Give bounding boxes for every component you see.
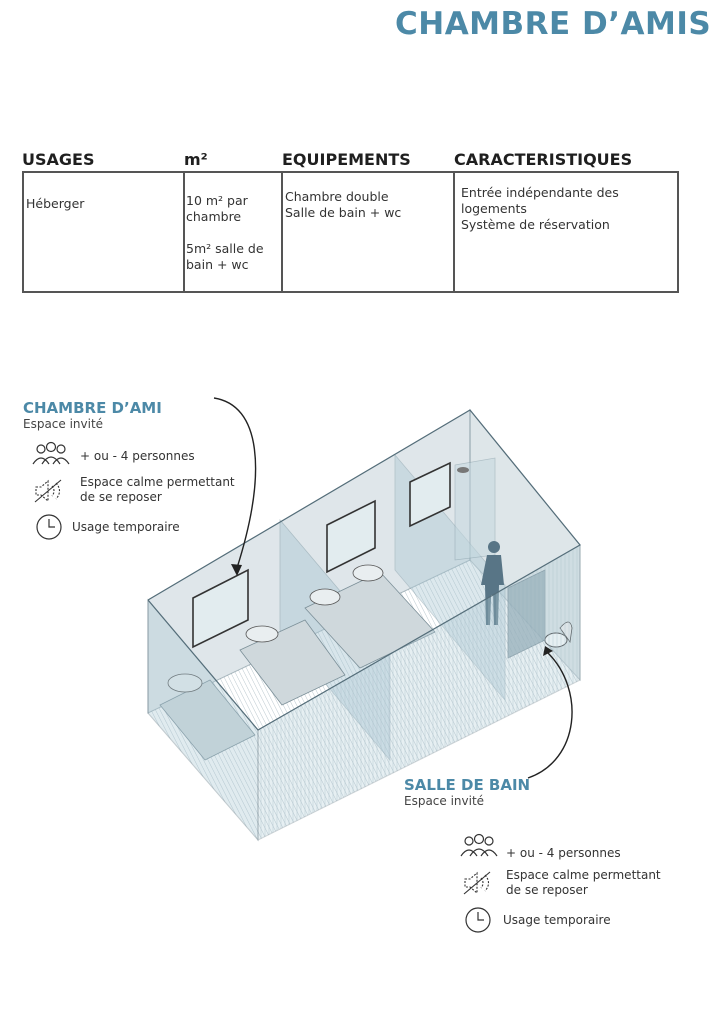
- people-icon: [458, 832, 500, 860]
- salle-feature-calm: Espace calme permettant de se reposer: [506, 868, 661, 897]
- chambre-feature-temporary: Usage temporaire: [72, 520, 180, 534]
- salle-feature-people: + ou - 4 personnes: [506, 846, 621, 860]
- header-usages: USAGES: [22, 150, 95, 169]
- people-icon: [30, 440, 72, 468]
- header-m2: m²: [184, 150, 208, 169]
- chambre-label: [23, 399, 162, 431]
- salle-title: SALLE DE BAIN: [404, 776, 531, 794]
- cell-caracteristiques: Entrée indépendante des logements Système de réservation: [461, 185, 619, 232]
- clock-icon: [35, 513, 63, 541]
- chambre-title: CHAMBRE D’AMI: [23, 399, 162, 417]
- salle-feature-temporary: Usage temporaire: [503, 913, 611, 927]
- page-title: CHAMBRE D’AMIS: [395, 6, 712, 42]
- shower-head: [457, 467, 469, 473]
- cell-usages: Héberger: [26, 196, 85, 211]
- chambre-subtitle: Espace invité: [23, 417, 104, 431]
- pillow: [246, 626, 278, 642]
- muted-speaker-icon: [33, 478, 67, 504]
- cell-equipements: Chambre double Salle de bain + wc: [285, 189, 402, 220]
- salle-subtitle: Espace invité: [404, 794, 485, 808]
- chambre-feature-people: + ou - 4 personnes: [80, 449, 195, 463]
- chambre-feature-calm: Espace calme permettant de se reposer: [80, 475, 235, 504]
- cell-m2: 10 m² par chambre 5m² salle de bain + wc: [186, 193, 264, 272]
- clock-icon: [464, 906, 492, 934]
- pillow: [310, 589, 340, 605]
- pillow: [353, 565, 383, 581]
- header-caracteristiques: CARACTERISTIQUES: [454, 150, 633, 169]
- muted-speaker-icon: [462, 870, 496, 896]
- salle-label: [404, 776, 530, 808]
- header-equipements: EQUIPEMENTS: [282, 150, 411, 169]
